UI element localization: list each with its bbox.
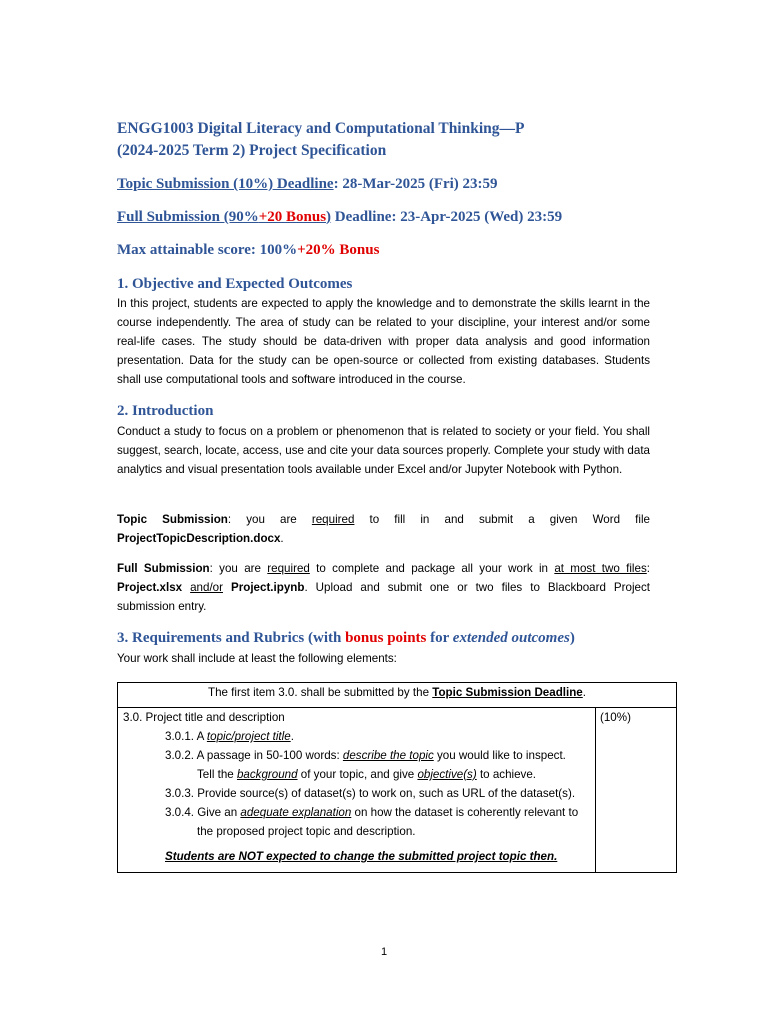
section-3-heading-c: ) <box>569 630 575 646</box>
requirements-table <box>117 682 677 873</box>
full-submission-at-most: at most two files <box>554 562 647 575</box>
topic-deadline-date: : 28-Mar-2025 (Fri) 23:59 <box>333 176 498 192</box>
full-submission-text-b: to complete and package all your work in <box>309 562 555 575</box>
max-score-label: Max attainable score: 100% <box>117 242 298 258</box>
full-submission-required: required <box>267 562 310 575</box>
item-304-a: 3.0.4. Give an <box>165 806 241 819</box>
item-30-percentage: (10%) <box>596 708 677 873</box>
item-301-b: . <box>290 730 294 743</box>
item-302-b: you would like to inspect. <box>433 749 566 762</box>
title-line-2: (2024-2025 Term 2) Project Specification <box>117 142 387 159</box>
full-deadline-label-a: Full Submission (90% <box>117 209 259 225</box>
topic-submission-file: ProjectTopicDescription.docx <box>117 532 281 545</box>
item-302 <box>123 746 591 765</box>
full-deadline-label-b: ) <box>326 209 332 225</box>
section-3-intro: Your work shall include at least the following elements: <box>117 652 397 665</box>
section-3-heading-b: for <box>426 630 453 646</box>
section-2-paragraph: Conduct a study to focus on a problem or phenomenon that is related to society or your field. You shall suggest, search, locate, access, use and cite your data sources properly. Complete your study with data analytics and visual presentation tools available under Excel and/or Jupyter Notebook with Python. <box>117 425 650 476</box>
first-item-note-a: The first item 3.0. shall be submitted by the <box>207 686 433 699</box>
section-2-body <box>117 422 650 479</box>
section-2-heading: 2. Introduction <box>117 403 214 419</box>
full-submission-text-f: . Upload and submit one or two files to Blackboard Project submission entry. <box>117 581 650 613</box>
max-score-bonus: +20% Bonus <box>297 242 380 258</box>
item-302-d: of your topic, and give <box>297 768 418 781</box>
section-1-body <box>117 294 650 389</box>
full-submission-label: Full Submission <box>117 562 210 575</box>
item-302-e: to achieve. <box>476 768 537 781</box>
section-1-heading: 1. Objective and Expected Outcomes <box>117 276 353 292</box>
section-1-paragraph: In this project, students are expected to apply the knowledge and to demonstrate the skills learnt in the course independently. The area of study can be related to your discipline, your interest and/or some real-life cases. The study should be data-driven with proper data analysis and good information presentation. Data for the study can be open-source or collected from existing databases. Students shall use computational tools and software introduced in the course. <box>117 297 650 386</box>
topic-submission-text-b: to fill in and submit a given Word file <box>354 513 650 526</box>
requirements-table-header-row <box>118 683 677 708</box>
full-submission-andor: and/or <box>190 581 223 594</box>
full-submission-text-a: : you are <box>209 562 268 575</box>
table-row <box>118 708 677 873</box>
full-deadline-bonus: +20 Bonus <box>258 209 327 225</box>
full-deadline-line <box>117 207 562 227</box>
item-301 <box>123 727 591 746</box>
item-301-a: 3.0.1. A <box>165 730 207 743</box>
document-title <box>117 118 677 162</box>
full-deadline-label-c: Deadline <box>331 209 392 225</box>
item-302-a: 3.0.2. A passage in 50-100 words: <box>165 749 343 762</box>
section-3-bonus-points: bonus points <box>345 630 427 646</box>
topic-submission-text-c: . <box>280 532 284 545</box>
full-submission-text-c: : <box>646 562 650 575</box>
item-302-em3: objective(s) <box>417 768 477 781</box>
item-304-em: adequate explanation <box>240 806 352 819</box>
full-deadline-date: : 23-Apr-2025 (Wed) 23:59 <box>391 209 563 225</box>
item-304-continued: the proposed project topic and description. <box>197 825 416 838</box>
item-302-em2: background <box>236 768 298 781</box>
full-submission-file-1: Project.xlsx <box>117 581 183 594</box>
item-301-em: topic/project title <box>206 730 291 743</box>
page-number: 1 <box>380 946 388 958</box>
section-3-heading <box>117 628 575 648</box>
item-302-c: Tell the <box>197 768 237 781</box>
item-304 <box>123 803 591 822</box>
topic-submission-required: required <box>311 513 355 526</box>
first-item-note-deadline: Topic Submission Deadline <box>432 686 583 699</box>
title-line-1: ENGG1003 Digital Literacy and Computational Thinking—P <box>117 120 525 137</box>
item-302-continued <box>123 765 591 784</box>
item-302-em: describe the topic <box>342 749 434 762</box>
max-score-line <box>117 240 379 260</box>
item-30-title: 3.0. Project title and description <box>123 711 285 724</box>
topic-deadline-label: Topic Submission (10%) Deadline <box>117 176 334 192</box>
first-item-note-c: . <box>582 686 586 699</box>
full-deadline-label <box>117 209 331 225</box>
item-303: 3.0.3. Provide source(s) of dataset(s) to work on, such as URL of the dataset(s). <box>165 787 576 800</box>
full-submission-file-2: Project.ipynb <box>231 581 305 594</box>
full-submission-text-d <box>182 581 190 594</box>
item-304-b: on how the dataset is coherently relevant to <box>351 806 579 819</box>
topic-submission-label: Topic Submission <box>117 513 228 526</box>
first-item-note-cell <box>118 683 677 708</box>
topic-deadline-line <box>117 174 498 194</box>
topic-change-note: Students are NOT expected to change the submitted project topic then. <box>165 850 558 863</box>
topic-submission-paragraph <box>117 510 650 548</box>
item-30-cell <box>118 708 596 873</box>
full-submission-text-e <box>223 581 231 594</box>
section-3-heading-a: 3. Requirements and Rubrics (with <box>117 630 346 646</box>
full-submission-paragraph <box>117 559 650 616</box>
topic-submission-text-a: : you are <box>227 513 312 526</box>
section-3-extended-outcomes: extended outcomes <box>452 630 570 646</box>
